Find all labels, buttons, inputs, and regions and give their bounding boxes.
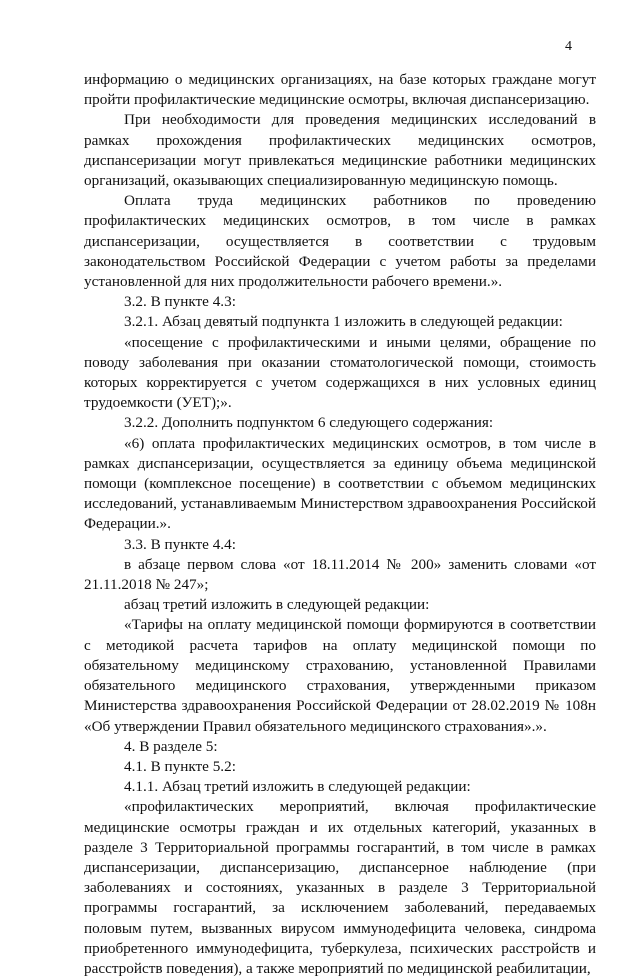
paragraph: Оплата труда медицинских работников по проведению профилактических медицинских осмотров, в том числе в рамках диспансеризации, осуществляется в соответствии с трудовым законодательством Российской Федерации с учетом работы за пределами установленной для них продолжительности рабочего времени.».: [84, 192, 596, 291]
paragraph: 4.1. В пункте 5.2:: [124, 757, 236, 775]
document-body: [84, 70, 596, 979]
paragraph: в абзаце первом слова «от 18.11.2014 № 200» заменить словами «от 21.11.2018 № 247»;: [84, 555, 596, 594]
paragraph: «6) оплата профилактических медицинских осмотров, в том числе в рамках диспансеризации, осуществляется за единицу объема медицинской помощи (комплексное посещение) в соответствии с объемом медицинских исследований, устанавливаемым Министерством здравоохранения Российской Федерации.».: [84, 434, 596, 533]
paragraph: При необходимости для проведения медицинских исследований в рамках прохождения профилактических медицинских осмотров, диспансеризации могут привлекаться медицинские работники медицинских организаций, оказывающих специализированную медицинскую помощь.: [84, 111, 596, 190]
paragraph: «посещение с профилактическими и иными целями, обращение по поводу заболевания при оказании стоматологической помощи, стоимость которых корректируется с учетом содержащихся в них условных единиц трудоемкости (УЕТ);».: [84, 333, 596, 412]
paragraph: информацию о медицинских организациях, на базе которых граждане могут пройти профилактические медицинские осмотры, включая диспансеризацию.: [84, 71, 596, 109]
paragraph: «профилактических мероприятий, включая профилактические медицинские осмотры граждан и их отдельных категорий, указанных в разделе 3 Территориальной программы госгарантий, в том числе в рамках диспансеризации, диспансеризацию, диспансерное наблюдение (при заболеваниях и состояниях, указанных в разделе 3 Территориальной программы госгарантий, за исключением заболеваний, передаваемых половым путем, вызванных вирусом иммунодефицита человека, синдрома приобретенного иммунодефицита, туберкулеза, психических расстройств и расстройств поведения), а также мероприятий по медицинской реабилитации,: [84, 798, 596, 977]
paragraph: «Тарифы на оплату медицинской помощи формируются в соответствии с методикой расчета тарифов на оплату медицинской помощи по обязательному медицинскому страхованию, установленной Правилами обязательного медицинского страхования, утвержденными приказом Министерства здравоохранения Российской Федерации от 28.02.2019 № 108н «Об утверждении Правил обязательного медицинского страхования».».: [84, 616, 596, 735]
paragraph: абзац третий изложить в следующей редакции:: [124, 596, 430, 614]
page-number: 4: [565, 39, 572, 54]
paragraph: 4. В разделе 5:: [124, 737, 218, 755]
paragraph: 3.2. В пункте 4.3:: [124, 293, 236, 311]
paragraph: 3.2.2. Дополнить подпунктом 6 следующего содержания:: [124, 414, 494, 432]
paragraph: 3.2.1. Абзац девятый подпункта 1 изложить в следующей редакции:: [124, 313, 563, 331]
paragraph: 4.1.1. Абзац третий изложить в следующей редакции:: [124, 778, 471, 796]
paragraph: 3.3. В пункте 4.4:: [124, 535, 236, 553]
